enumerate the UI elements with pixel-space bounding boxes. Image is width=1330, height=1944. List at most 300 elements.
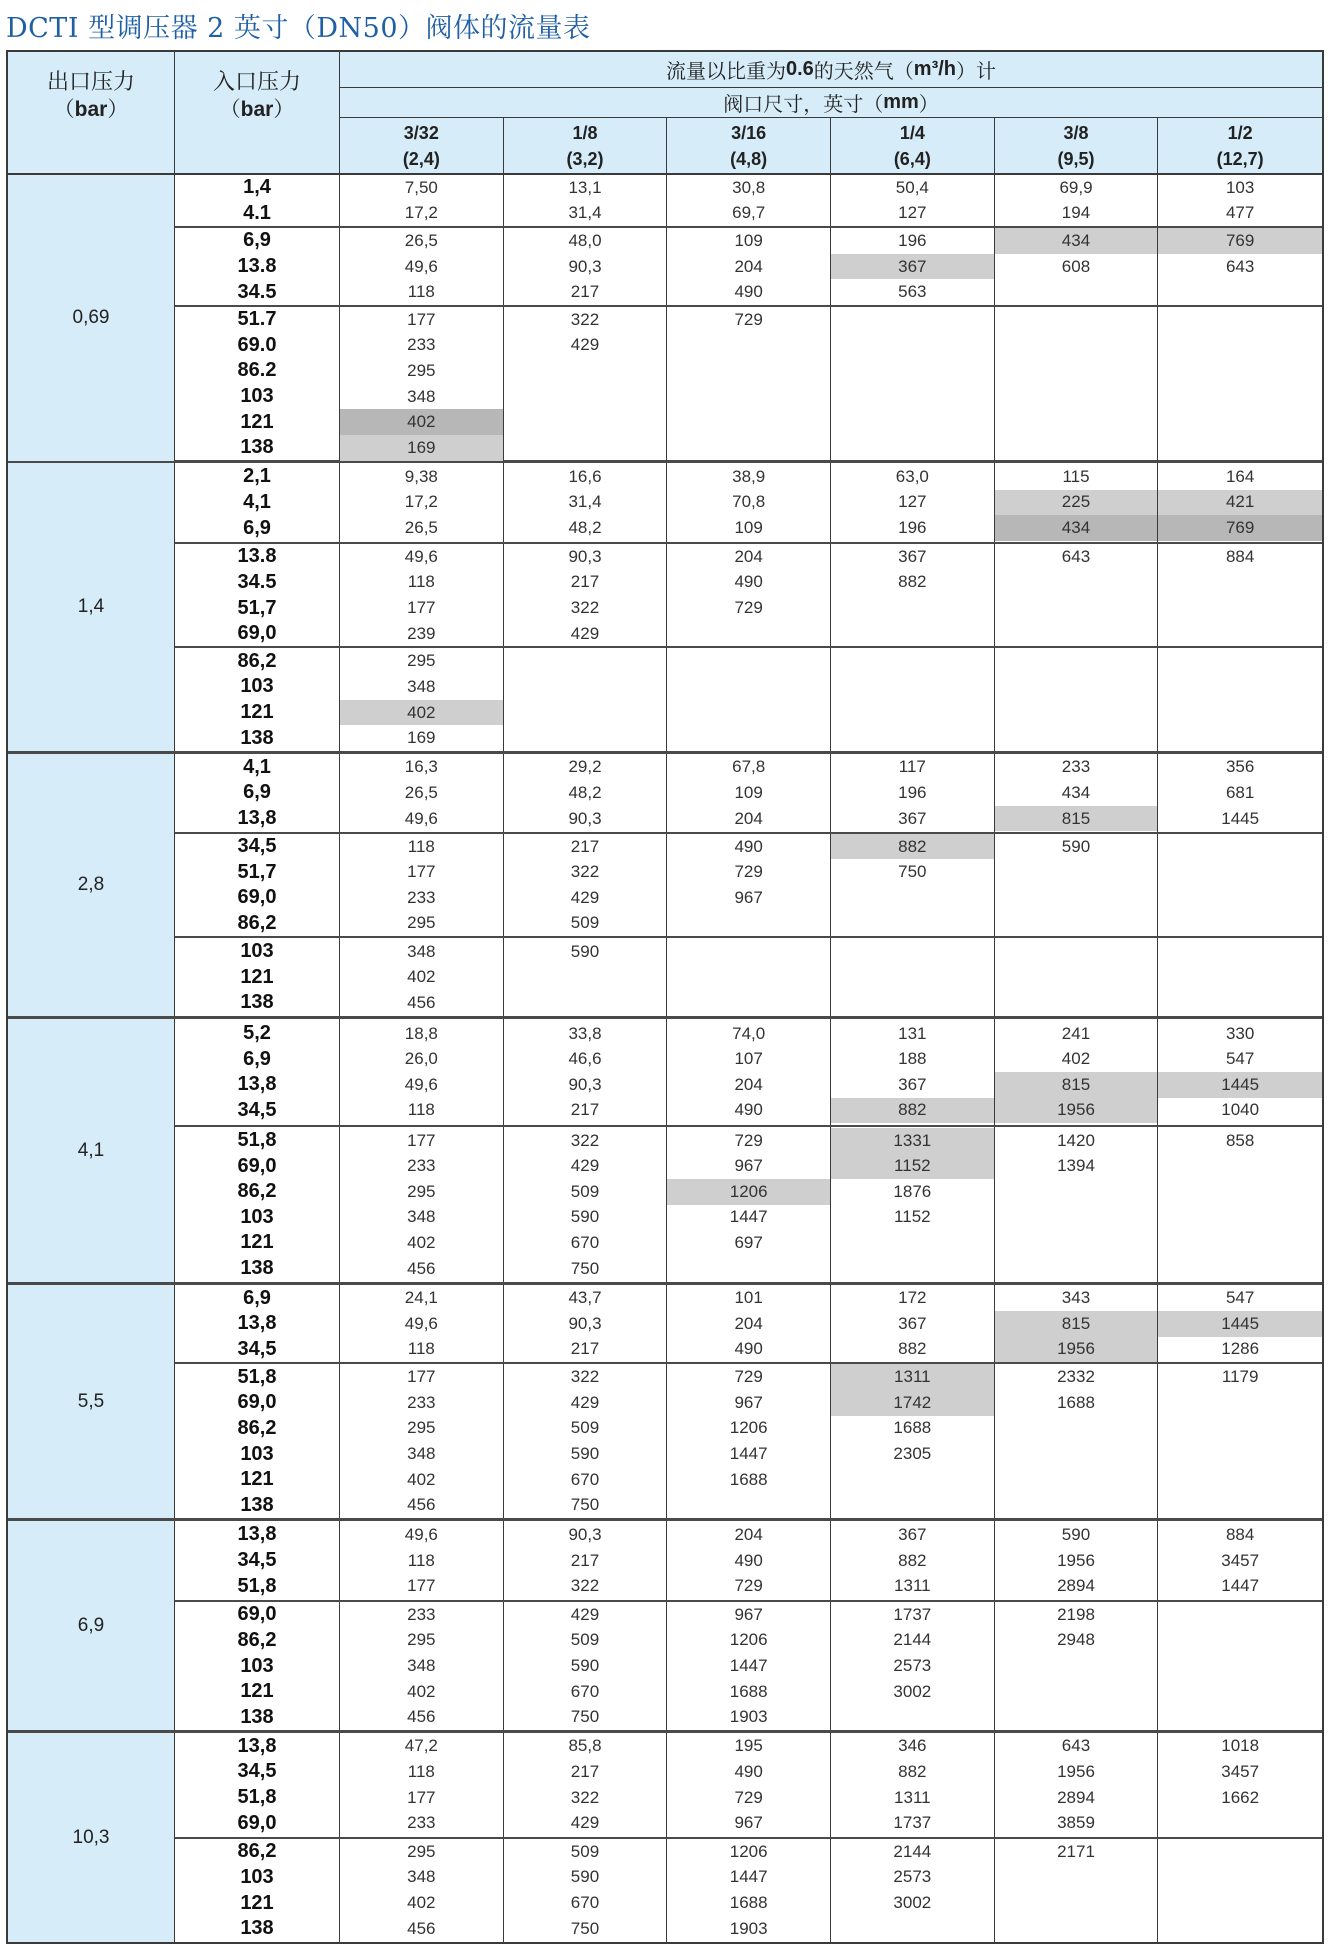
flow-value-cell: 217 — [570, 1550, 600, 1570]
inlet-pressure-cell: 103 — [240, 940, 274, 962]
inlet-pressure-cell: 69,0 — [237, 1154, 277, 1177]
flow-value-cell — [831, 358, 994, 384]
flow-column — [504, 754, 668, 832]
flow-value-cell: 348 — [407, 1867, 436, 1887]
flow-value-cell: 1447 — [729, 1656, 768, 1676]
flow-value-cell — [831, 1467, 994, 1493]
flow-value-cell — [831, 1492, 994, 1518]
flow-column — [504, 1602, 668, 1730]
flow-value-cell: 402 — [407, 967, 436, 987]
flow-value-cell: 882 — [898, 1550, 927, 1570]
flow-value-cell — [1158, 1179, 1322, 1205]
flow-column — [667, 1285, 831, 1362]
inlet-pressure-cell: 86,2 — [237, 1628, 277, 1651]
flow-value-cell: 348 — [407, 1207, 436, 1227]
inlet-pressure-cell: 13,8 — [237, 1073, 277, 1096]
flow-column — [504, 307, 668, 461]
inlet-pressure-cell: 2,1 — [243, 465, 271, 488]
orifice-size-header — [504, 118, 668, 173]
row-groups — [175, 175, 1322, 461]
flow-value-cell — [1158, 885, 1322, 911]
flow-value-cell: 643 — [1225, 256, 1255, 276]
flow-value-cell: 769 — [1158, 515, 1322, 541]
flow-value-cell: 233 — [407, 887, 436, 907]
flow-value-cell: 1876 — [893, 1181, 932, 1201]
flow-value-cell: 295 — [407, 1841, 436, 1861]
flow-value-cell — [995, 725, 1158, 751]
inlet-pressure-cell: 51,8 — [237, 1365, 277, 1388]
flow-value-cell: 103 — [1225, 177, 1255, 197]
flow-value-cell: 1206 — [729, 1630, 768, 1650]
flow-value-cell: 1956 — [1057, 1761, 1095, 1781]
flow-column — [340, 1127, 504, 1282]
flow-value-cell — [831, 885, 994, 911]
flow-value-cell — [1158, 1467, 1322, 1493]
flow-column — [995, 1127, 1159, 1282]
flow-value-cell: 1447 — [1221, 1576, 1260, 1596]
flow-value-cell: 177 — [407, 1787, 436, 1807]
orifice-size-inch: 1/4 — [899, 122, 925, 143]
flow-column — [340, 544, 504, 647]
flow-value-cell: 70,8 — [732, 492, 766, 512]
flow-value-cell: 750 — [570, 1707, 600, 1727]
orifice-size-mm: (12,7) — [1216, 148, 1264, 169]
flow-value-cell: 24,1 — [404, 1288, 438, 1308]
flow-value-cell — [831, 725, 994, 751]
flow-column — [504, 1364, 668, 1518]
flow-value-cell: 2144 — [893, 1630, 932, 1650]
flow-value-cell — [995, 1679, 1158, 1705]
flow-value-cell: 882 — [898, 572, 927, 592]
flow-value-cell: 48,2 — [568, 782, 602, 802]
flow-value-cell: 367 — [898, 1074, 927, 1094]
flow-value-cell: 402 — [407, 1893, 436, 1913]
flow-value-cell: 322 — [570, 1576, 600, 1596]
flow-value-cell: 90,3 — [568, 1313, 602, 1333]
flow-value-cell: 109 — [734, 782, 763, 802]
flow-value-cell — [1158, 1441, 1322, 1467]
flow-value-cell — [995, 939, 1158, 965]
flow-value-cell: 608 — [1061, 256, 1091, 276]
flow-value-cell — [667, 964, 830, 990]
inlet-pressure-header — [175, 52, 340, 173]
flow-value-cell — [1158, 1653, 1322, 1679]
flow-column — [831, 1733, 995, 1837]
flow-value-cell: 456 — [407, 992, 436, 1012]
flow-column — [340, 1364, 504, 1518]
outlet-pressure-value: 5,5 — [8, 1285, 175, 1518]
row-group — [175, 1127, 1322, 1282]
flow-value-cell — [1158, 1839, 1322, 1865]
flow-value-cell: 590 — [1061, 836, 1091, 856]
flow-value-cell: 233 — [407, 1604, 436, 1624]
flow-value-cell — [995, 1205, 1158, 1231]
flow-value-cell: 882 — [898, 1339, 927, 1359]
row-groups — [175, 754, 1322, 1016]
flow-value-cell: 204 — [734, 808, 763, 828]
flow-column — [831, 648, 995, 751]
flow-value-cell: 118 — [407, 1339, 435, 1359]
flow-value-cell: 117 — [898, 757, 926, 777]
flow-value-cell: 367 — [898, 1313, 927, 1333]
inlet-column — [175, 175, 340, 226]
flow-column — [995, 1733, 1159, 1837]
inlet-pressure-cell: 34.5 — [237, 570, 277, 593]
flow-value-cell: 1179 — [1221, 1367, 1259, 1387]
flow-column — [831, 175, 995, 226]
inlet-pressure-cell: 69,0 — [237, 886, 277, 909]
flow-value-cell: 456 — [407, 1707, 436, 1727]
inlet-pressure-cell: 86,2 — [237, 1180, 277, 1203]
flow-value-cell: 1447 — [729, 1867, 768, 1887]
flow-column — [340, 175, 504, 226]
flow-value-cell — [831, 990, 994, 1016]
row-group — [175, 1285, 1322, 1364]
flow-column — [831, 938, 995, 1016]
flow-value-cell: 434 — [1061, 782, 1091, 802]
flow-value-cell: 1152 — [894, 1207, 931, 1227]
flow-value-cell — [1158, 1916, 1322, 1942]
orifice-size-columns — [340, 118, 1322, 173]
flow-value-cell: 1737 — [893, 1813, 932, 1833]
inlet-pressure-cell: 103 — [240, 1205, 274, 1228]
inlet-pressure-cell: 138 — [240, 1705, 274, 1728]
orifice-size-inch: 3/32 — [403, 122, 439, 143]
inlet-column — [175, 544, 340, 647]
flow-value-cell — [1158, 674, 1322, 700]
inlet-pressure-cell: 121 — [240, 1231, 274, 1254]
flow-value-cell: 367 — [898, 1524, 927, 1544]
flow-value-cell — [667, 1492, 830, 1518]
flow-value-cell: 118 — [407, 282, 435, 302]
flow-value-cell — [831, 649, 994, 675]
flow-column — [340, 648, 504, 751]
inlet-pressure-cell: 86,2 — [237, 911, 277, 934]
inlet-column — [175, 1733, 340, 1837]
inlet-column — [175, 463, 340, 542]
flow-column — [995, 1839, 1159, 1943]
flow-value-cell: 429 — [570, 887, 600, 907]
flow-value-cell — [995, 307, 1158, 333]
flow-value-cell — [1158, 333, 1322, 359]
flow-value-cell: 670 — [570, 1893, 600, 1913]
flow-value-cell — [831, 1916, 994, 1942]
flow-value-cell: 509 — [570, 1418, 600, 1438]
outlet-pressure-value: 1,4 — [8, 463, 175, 751]
inlet-column — [175, 1127, 340, 1282]
row-group — [175, 754, 1322, 834]
flow-value-cell: 118 — [407, 1100, 435, 1120]
flow-value-cell: 1447 — [729, 1444, 768, 1464]
flow-column — [667, 1364, 831, 1518]
flow-value-cell: 1903 — [729, 1918, 768, 1938]
inlet-pressure-cell: 121 — [240, 701, 274, 724]
flow-value-cell — [995, 700, 1158, 726]
flow-value-cell: 204 — [734, 256, 763, 276]
flow-value-cell — [1158, 700, 1322, 726]
flow-column — [831, 1364, 995, 1518]
flow-value-cell: 31,4 — [568, 203, 602, 223]
flow-value-cell: 69,9 — [1059, 177, 1093, 197]
flow-value-cell — [995, 1467, 1158, 1493]
flow-value-cell: 1331 — [831, 1128, 994, 1154]
flow-value-cell — [831, 1230, 994, 1256]
flow-value-cell: 127 — [898, 492, 927, 512]
flow-column — [1158, 1839, 1322, 1943]
inlet-pressure-cell: 86,2 — [237, 1416, 277, 1439]
flow-value-cell: 3457 — [1221, 1550, 1260, 1570]
flow-column — [667, 544, 831, 647]
flow-value-cell — [831, 595, 994, 621]
flow-column — [831, 834, 995, 936]
inlet-pressure-cell: 51,8 — [237, 1786, 277, 1809]
flow-value-cell — [1158, 859, 1322, 885]
flow-value-cell: 90,3 — [568, 1074, 602, 1094]
inlet-column — [175, 1521, 340, 1600]
flow-column — [995, 834, 1159, 936]
row-group — [175, 1521, 1322, 1602]
flow-value-cell — [995, 1704, 1158, 1730]
flow-column — [667, 648, 831, 751]
inlet-pressure-cell: 86,2 — [237, 1840, 277, 1863]
flow-value-cell: 2573 — [893, 1867, 932, 1887]
flow-column — [831, 544, 995, 647]
flow-column — [995, 228, 1159, 305]
flow-value-cell — [995, 911, 1158, 937]
inlet-pressure-cell: 138 — [240, 991, 274, 1014]
inlet-pressure-cell: 34,5 — [237, 1549, 277, 1572]
flow-value-cell — [1158, 649, 1322, 675]
inlet-pressure-cell: 86.2 — [237, 359, 277, 382]
flow-value-cell: 1688 — [893, 1418, 932, 1438]
flow-value-cell — [1158, 621, 1322, 647]
flow-value-cell: 322 — [570, 862, 600, 882]
flow-column — [340, 754, 504, 832]
flow-value-cell — [1158, 1153, 1322, 1179]
flow-value-cell — [831, 1256, 994, 1282]
flow-value-cell: 590 — [570, 1656, 600, 1676]
flow-value-cell: 47,2 — [404, 1736, 438, 1756]
flow-value-cell: 322 — [570, 1787, 600, 1807]
flow-value-cell: 1956 — [1057, 1550, 1095, 1570]
flow-value-cell — [995, 621, 1158, 647]
flow-value-cell: 884 — [1225, 1524, 1255, 1544]
flow-value-cell — [831, 435, 994, 461]
flow-value-cell: 967 — [734, 1604, 763, 1624]
table-header — [8, 52, 1322, 175]
flow-value-cell — [995, 333, 1158, 359]
flow-value-cell: 169 — [340, 435, 503, 461]
flow-value-cell: 49,6 — [404, 808, 438, 828]
orifice-size-header — [340, 118, 504, 173]
flow-value-cell: 177 — [407, 1576, 436, 1596]
flow-value-cell: 750 — [898, 862, 927, 882]
flow-value-cell — [995, 1653, 1158, 1679]
flow-value-cell: 1903 — [729, 1707, 768, 1727]
flow-value-cell: 1152 — [831, 1153, 994, 1179]
flow-value-cell: 118 — [407, 572, 435, 592]
inlet-pressure-cell: 86,2 — [237, 649, 277, 672]
flow-value-cell: 348 — [407, 1656, 436, 1676]
inlet-pressure-cell: 121 — [240, 965, 274, 988]
inlet-pressure-cell: 121 — [240, 1680, 274, 1703]
inlet-column — [175, 1364, 340, 1518]
flow-value-cell — [504, 725, 667, 751]
flow-value-cell — [995, 1916, 1158, 1942]
flow-value-cell — [995, 435, 1158, 461]
flow-value-cell: 509 — [570, 1841, 600, 1861]
flow-value-cell: 127 — [898, 203, 927, 223]
flow-value-cell: 590 — [1061, 1524, 1091, 1544]
flow-value-cell — [1158, 990, 1322, 1016]
flow-value-cell: 367 — [898, 546, 927, 566]
flow-value-cell: 429 — [570, 623, 600, 643]
orifice-size-inch: 1/8 — [572, 122, 598, 143]
flow-value-cell: 217 — [570, 572, 600, 592]
flow-value-cell: 421 — [1158, 490, 1322, 516]
flow-value-cell: 402 — [407, 1469, 436, 1489]
flow-value-cell: 26,0 — [404, 1049, 438, 1069]
flow-value-cell: 509 — [570, 1181, 600, 1201]
inlet-column — [175, 648, 340, 751]
flow-value-cell: 50,4 — [895, 177, 929, 197]
inlet-column — [175, 1602, 340, 1730]
flow-column — [667, 1733, 831, 1837]
orifice-caption: 阀口尺寸，英寸（ mm ） — [340, 88, 1322, 118]
flow-column — [831, 463, 995, 542]
inlet-pressure-cell: 69.0 — [237, 333, 277, 356]
flow-value-cell — [667, 1256, 830, 1282]
flow-value-cell: 490 — [734, 282, 763, 302]
flow-column — [1158, 175, 1322, 226]
row-group — [175, 648, 1322, 751]
flow-value-cell: 967 — [734, 1156, 763, 1176]
flow-column — [831, 1019, 995, 1125]
inlet-column — [175, 834, 340, 936]
row-group — [175, 544, 1322, 649]
flow-column — [504, 463, 668, 542]
flow-value-cell: 643 — [1061, 546, 1091, 566]
flow-value-cell: 2894 — [1057, 1576, 1095, 1596]
flow-value-cell: 1742 — [831, 1390, 994, 1416]
flow-column — [1158, 307, 1322, 461]
flow-column — [340, 834, 504, 936]
flow-column — [667, 1019, 831, 1125]
orifice-size-header — [831, 118, 995, 173]
flow-value-cell: 402 — [407, 1681, 436, 1701]
flow-value-cell: 233 — [407, 1813, 436, 1833]
flow-column — [340, 1521, 504, 1600]
flow-value-cell: 67,8 — [732, 757, 766, 777]
flow-column — [1158, 1602, 1322, 1730]
flow-value-cell — [667, 409, 830, 435]
flow-value-cell: 217 — [570, 1339, 600, 1359]
flow-column — [831, 1839, 995, 1943]
outlet-section — [8, 1019, 1322, 1285]
flow-column — [667, 1602, 831, 1730]
row-group — [175, 1733, 1322, 1839]
flow-value-cell: 49,6 — [404, 546, 438, 566]
inlet-pressure-cell: 138 — [240, 1917, 274, 1940]
flow-value-cell: 17,2 — [404, 203, 438, 223]
flow-value-cell: 322 — [570, 309, 600, 329]
flow-value-cell: 490 — [734, 572, 763, 592]
flow-column — [504, 175, 668, 226]
orifice-size-inch: 3/16 — [731, 122, 767, 143]
outlet-section — [8, 1733, 1322, 1942]
flow-value-cell: 90,3 — [568, 1524, 602, 1544]
flow-value-cell: 590 — [570, 1444, 600, 1464]
flow-value-cell: 109 — [734, 518, 763, 538]
row-groups — [175, 1733, 1322, 1942]
flow-column — [1158, 754, 1322, 832]
flow-value-cell: 217 — [570, 836, 600, 856]
flow-value-cell: 670 — [570, 1681, 600, 1701]
flow-column — [504, 228, 668, 305]
flow-value-cell: 815 — [995, 806, 1158, 832]
flow-column — [504, 1019, 668, 1125]
flow-value-cell: 882 — [831, 834, 994, 860]
flow-column — [831, 307, 995, 461]
flow-value-cell — [995, 649, 1158, 675]
flow-value-cell: 456 — [407, 1918, 436, 1938]
flow-value-cell — [667, 700, 830, 726]
orifice-size-mm: (3,2) — [566, 148, 604, 169]
flow-value-cell: 101 — [734, 1288, 763, 1308]
flow-value-cell: 204 — [734, 546, 763, 566]
flow-value-cell: 590 — [570, 1867, 600, 1887]
flow-value-cell: 241 — [1061, 1023, 1091, 1043]
flow-column — [995, 648, 1159, 751]
flow-value-cell — [504, 700, 667, 726]
page-title: DCTI 型调压器 2 英寸（DN50）阀体的流量表 — [6, 13, 591, 44]
flow-value-cell — [831, 1704, 994, 1730]
flow-value-cell — [1158, 570, 1322, 596]
flow-value-cell — [667, 649, 830, 675]
flow-column — [667, 834, 831, 936]
flow-value-cell — [667, 939, 830, 965]
flow-column — [340, 463, 504, 542]
flow-value-cell — [1158, 279, 1322, 305]
flow-value-cell — [1158, 1416, 1322, 1442]
flow-column — [504, 1285, 668, 1362]
flow-value-cell: 434 — [995, 515, 1158, 541]
outlet-pressure-header — [8, 52, 175, 173]
flow-value-cell: 1311 — [894, 1787, 931, 1807]
flow-value-cell: 188 — [898, 1049, 927, 1069]
flow-value-cell: 85,8 — [568, 1736, 602, 1756]
flow-value-cell: 1018 — [1221, 1736, 1260, 1756]
inlet-pressure-cell: 34,5 — [237, 1337, 277, 1360]
flow-value-cell: 3859 — [1057, 1813, 1095, 1833]
flow-value-cell: 1420 — [1057, 1130, 1095, 1150]
flow-value-cell — [667, 990, 830, 1016]
flow-value-cell: 1445 — [1158, 1311, 1322, 1337]
orifice-size-inch: 3/8 — [1063, 122, 1089, 143]
row-group — [175, 834, 1322, 938]
flow-value-cell: 490 — [734, 1339, 763, 1359]
flow-column — [667, 1839, 831, 1943]
flow-value-cell: 1311 — [831, 1364, 994, 1390]
flow-value-cell: 31,4 — [568, 492, 602, 512]
inlet-column — [175, 754, 340, 832]
flow-value-cell: 490 — [734, 1100, 763, 1120]
flow-value-cell: 195 — [734, 1736, 763, 1756]
flow-value-cell — [995, 674, 1158, 700]
inlet-pressure-cell: 13,8 — [237, 1523, 277, 1546]
flow-value-cell — [1158, 1890, 1322, 1916]
inlet-pressure-cell: 51,8 — [237, 1129, 277, 1152]
